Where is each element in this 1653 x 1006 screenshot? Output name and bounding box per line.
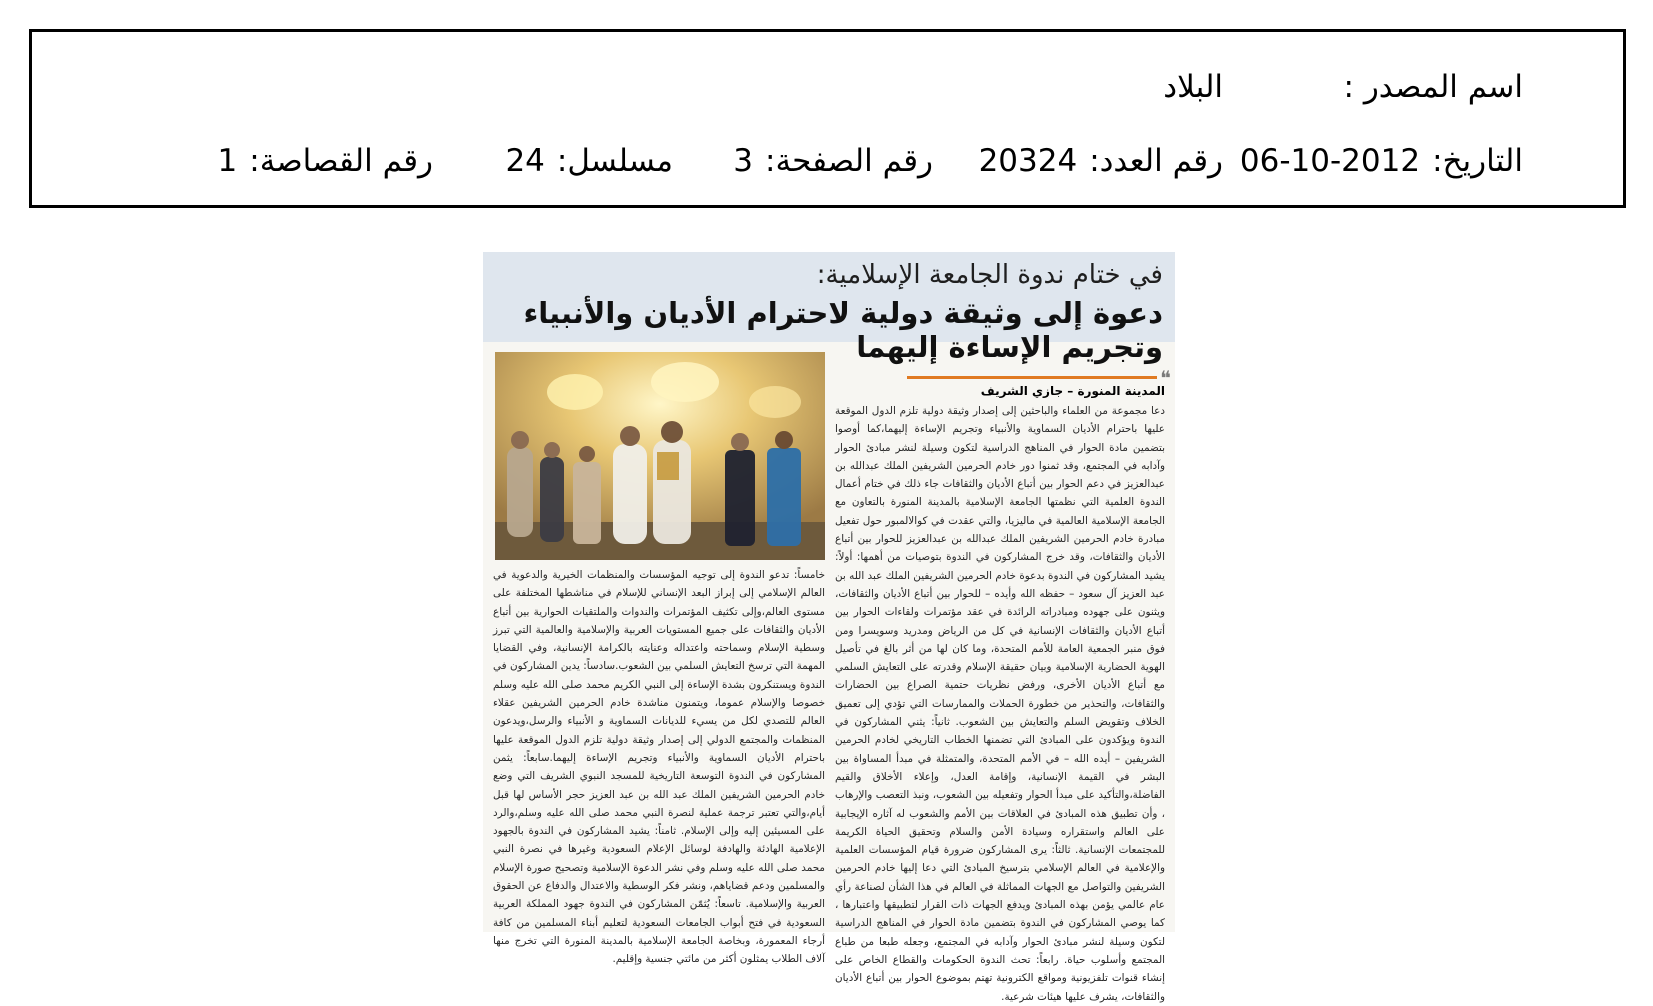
clipping-metadata-box bbox=[29, 29, 1626, 208]
page-label: رقم الصفحة: bbox=[765, 143, 933, 179]
article-kicker: في ختام ندوة الجامعة الإسلامية: bbox=[816, 260, 1163, 290]
ceremony-photo-illustration bbox=[495, 352, 825, 560]
byline-rule bbox=[907, 376, 1157, 379]
article-byline: المدينة المنورة – جازي الشريف bbox=[980, 384, 1165, 398]
issue-label: رقم العدد: bbox=[1089, 143, 1223, 179]
issue-field bbox=[978, 143, 1223, 179]
article-body-left: خامساً: تدعو الندوة إلى توجيه المؤسسات والمنظمات الخيرية والدعوية في العالم الإسلامي إلى إبراز البعد الإنساني للإسلام في مناشطها المختلفة على مستوى العالم،وإلى تكثيف المؤتمرات والندوات والملتقيات الحوارية بين أتباع الأديان والثقافات على جميع المستويات العربية والإسلامية والعالمية التي تبرز وسطية الإسلام وسماحته واعتداله وعنايته بالكرامة الإنسانية، وفي القضايا المهمة التي ترسخ التعايش السلمي بين الشعوب.سادساً: يدين المشاركون في الندوة ويستنكرون بشدة الإساءة إلى النبي الكريم محمد صلى الله عليه وسلم خصوصا والإسلام عموما، ويتمنون مناشدة خادم الحرمين الشريفين عقلاء العالم للتصدي لكل من يسيء للديانات السماوية و الأنبياء والرسل،ويدعون المنظمات والمجتمع الدولي إلى إصدار وثيقة دولية تلزم الدول الموقعة عليها باحترام الأديان السماوية والأنبياء وتجريم الإساءة إليهما.سابعاً: يثمن المشاركون في الندوة التوسعة التاريخية للمسجد النبوي الشريف التي وضع خادم الحرمين الشريفين الملك عبد الله بن عبد العزيز حجر الأساس لها قبل أيام،والتي تعتبر ترجمة عملية لنصرة النبي محمد صلى الله عليه وسلم،والرد على المسيئين إليه وإلى الإسلام. ثامناً: يشيد المشاركون في الندوة بالجهود الإعلامية الهادئة والهادفة لوسائل الإعلام السعودية وغيرها في نصرة النبي محمد صلى الله عليه وسلم وفي نشر الدعوة الإسلامية وتصحيح صورة الإسلام والمسلمين ودعم قضاياهم، ونشر فكر الوسطية والاعتدال والدفاع عن الحقوق العربية والإسلامية. تاسعاً: يُثمّن المشاركون في الندوة جهود المملكة العربية السعودية في فتح أبواب الجامعات السعودية لتعليم أبناء المسلمين من كافة أرجاء المعمورة، وبخاصة الجامعة الإسلامية بالمدينة المنورة التي تخرج منها آلاف الطلاب يمثلون أكثر من مائتي جنسية وإقليم. bbox=[493, 569, 825, 966]
article-body-right: دعا مجموعة من العلماء والباحثين إلى إصدار وثيقة دولية تلزم الدول الموقعة عليها باحترام الأديان السماوية والأنبياء وتجريم الإساءة إليهما،كما أوصوا بتضمين مادة الحوار في المناهج الدراسية لتكون وسيلة لنشر مبادئ الحوار وآدابه في المجتمع، وقد ثمنوا دور خادم الحرمين الشريفين الملك عبدالله بن عبدالعزيز في دعم الحوار بين أتباع الأديان والثقافات جاء ذلك في ختام أعمال الندوة العلمية التي نظمتها الجامعة الإسلامية بالمدينة المنورة بالتعاون مع الجامعة الإسلامية العالمية في ماليزيا، والتي عقدت في كوالالمبور حول تفعيل مبادرة خادم الحرمين الشريفين الملك عبدالله بن عبدالعزيز للحوار بين أتباع الأديان والثقافات، وقد خرج المشاركون في الندوة بتوصيات من أهمها: أولاً: يشيد المشاركون في الندوة بدعوة خادم الحرمين الشريفين الملك عبد الله بن عبد العزيز آل سعود – حفظه الله وأيده – للحوار بين أتباع الأديان والثقافات، ويثنون على جهوده ومبادراته الرائدة في عقد مؤتمرات ولقاءات الحوار بين أتباع الأديان والثقافات الإنسانية في كل من الرياض ومدريد وسويسرا ومن فوق منبر الجمعية العامة للأمم المتحدة، وما كان لها من أثر بالغ في تأصيل الهوية الحضارية الإسلامية وبيان حقيقة الإسلام وقدرته على التعايش السلمي مع أتباع الأديان الأخرى، ورفض نظريات حتمية الصراع بين الحضارات والثقافات، والتحذير من خطورة الحملات والممارسات التي تؤدي إلى تعميق الخلاف وتقويض السلم والتعايش بين الشعوب. ثانياً: يثني المشاركون في الندوة ويؤكدون على المبادئ التي تضمنها الخطاب التاريخي لخادم الحرمين الشريفين – أيده الله – في الأمم المتحدة، والمتمثلة في مبدأ المساواة بين البشر في القيمة الإنسانية، وإقامة العدل، وإعلاء الأخلاق والقيم الفاضلة،والتأكيد على مبدأ الحوار وتفعيله بين الشعوب، ونبذ التعصب والإرهاب ، وأن تطبيق هذه المبادئ في العلاقات بين الأمم والشعوب له آثاره الإيجابية على العالم واستقراره وسيادة الأمن والسلام وتحقيق الحياة الكريمة للمجتمعات الإنسانية. ثالثاً: يرى المشاركون ضرورة قيام المؤسسات العلمية والإعلامية في العالم الإسلامي بترسيخ المبادئ التي دعا إليها خادم الحرمين الشريفين والتواصل مع الجهات المماثلة في العالم في هذا الشأن لصناعة رأي عام عالمي يؤمن بهذه المبادئ ويدفع الجهات ذات القرار لتطبيقها واعتبارها ، كما يوصي المشاركون في الندوة بتضمين مادة الحوار في المناهج الدراسية لتكون وسيلة لنشر مبادئ الحوار وآدابه في المجتمع، وجعله طبعا من طباع المجتمع وأسلوب حياة. رابعاً: تحث الندوة الحكومات والقطاع الخاص على إنشاء قنوات تلفزيونية ومواقع الكترونية تهتم بموضوع الحوار بين أتباع الأديان والثقافات، يشرف عليها هيئات شرعية. bbox=[835, 405, 1165, 1003]
source-value: البلاد bbox=[1163, 69, 1223, 105]
clip-value: 1 bbox=[217, 143, 238, 179]
quote-icon: ❝ bbox=[1160, 366, 1171, 390]
article-headline: دعوة إلى وثيقة دولية لاحترام الأديان والأنبياء وتجريم الإساءة إليهما bbox=[523, 296, 1163, 364]
clip-field bbox=[217, 143, 433, 179]
date-value: 2012-10-06 bbox=[1239, 143, 1421, 179]
issue-value: 20324 bbox=[978, 143, 1078, 179]
date-field bbox=[1239, 143, 1523, 179]
page-field bbox=[733, 143, 933, 179]
newspaper-clipping bbox=[483, 252, 1175, 1003]
serial-field bbox=[505, 143, 673, 179]
page-value: 3 bbox=[733, 143, 754, 179]
article-column-right bbox=[835, 402, 1165, 1003]
clip-label: رقم القصاصة: bbox=[249, 143, 433, 179]
source-label: اسم المصدر : bbox=[1343, 69, 1523, 105]
headline-band bbox=[483, 252, 1175, 364]
article-photo bbox=[495, 352, 825, 560]
date-label: التاريخ: bbox=[1432, 143, 1523, 179]
serial-value: 24 bbox=[505, 143, 545, 179]
article-column-left bbox=[493, 566, 825, 966]
serial-label: مسلسل: bbox=[556, 143, 673, 179]
